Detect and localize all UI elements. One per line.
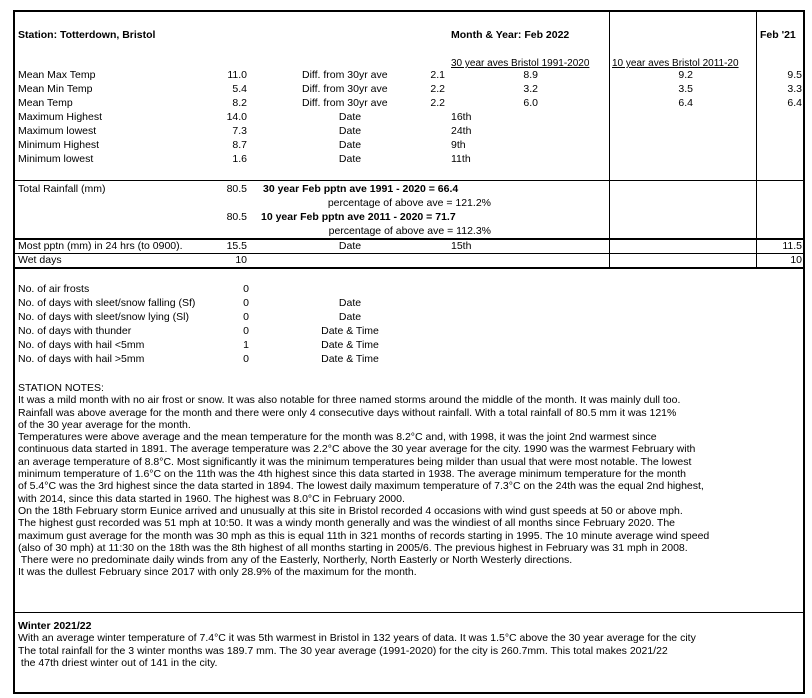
count-label: No. of days with hail <5mm [18, 339, 145, 351]
winter-notes [18, 620, 802, 669]
notes-line: On the 18th February storm Eunice arrived and unusually at this site in Bristol recorded 4 occasions with wind gust speeds at 50 or above mph. [18, 504, 683, 517]
station-title: Station: Totterdown, Bristol [18, 29, 156, 41]
count-extra: Date & Time [321, 353, 379, 365]
notes-line: Temperatures were above average and the mean temperature for the month was 8.2°C and, with 1998, it was the joint 2nd warmest since [18, 431, 657, 444]
rain-value2: 80.5 [226, 211, 247, 223]
prev-value: 3.3 [787, 83, 802, 95]
count-value: 0 [243, 283, 249, 295]
extreme-label: Maximum Highest [18, 111, 103, 123]
notes-heading: STATION NOTES: [18, 382, 104, 394]
extreme-label: Minimum Highest [18, 139, 100, 151]
count-value: 1 [243, 339, 249, 351]
winter-line: With an average winter temperature of 7.4°C it was 5th warmest in Bristol in 132 years of data. It was 1.5°C above the 30 year average for the city [18, 632, 696, 645]
extreme-date: 9th [451, 139, 466, 151]
notes-line: of the 30 year average for the month. [18, 418, 191, 431]
rain-ave10-text: 10 year Feb pptn ave 2011 - 2020 = 71.7 [261, 211, 456, 223]
prev-year-header: Feb '21 [760, 29, 796, 41]
divider-counts [15, 267, 803, 269]
rain-value: 80.5 [226, 183, 247, 195]
prev-value: 6.4 [787, 97, 802, 109]
extreme-label: Minimum lowest [18, 153, 94, 165]
rain-label: Total Rainfall (mm) [18, 183, 106, 195]
ave30-value: 8.9 [523, 69, 538, 81]
count-label: No. of days with sleet/snow falling (Sf) [18, 297, 196, 309]
extreme-value: 14.0 [226, 111, 247, 123]
notes-line: with 2014, since this data started in 1960. The highest was 8.0°C in February 2000. [18, 492, 405, 505]
pptn-value: 15.5 [226, 240, 247, 252]
notes-line: continuous data started in 1891. The average temperature was 2.2°C above the 30 year average for the city. 1990 was the warmest February with [18, 443, 696, 456]
ave30-value: 3.2 [523, 83, 538, 95]
winter-heading: Winter 2021/22 [18, 620, 92, 632]
rain-ave30-text: 30 year Feb pptn ave 1991 - 2020 = 66.4 [263, 183, 459, 195]
wet-label: Wet days [18, 254, 62, 266]
extreme-date-label: Date [338, 125, 362, 137]
diff-value: 2.2 [430, 97, 445, 109]
count-label: No. of days with thunder [18, 325, 132, 337]
extreme-value: 8.7 [232, 139, 247, 151]
col-divider-10yr [609, 12, 610, 267]
extreme-date: 24th [451, 125, 472, 137]
temp-label: Mean Max Temp [18, 69, 96, 81]
count-extra: Date & Time [321, 339, 379, 351]
notes-line: of 5.4°C was the 3rd highest since the data started in 1894. The lowest daily maximum temperature of 7.3°C on the 24th was the equal 2nd highest, [18, 480, 704, 493]
notes-line: The highest gust recorded was 51 mph at 10:50. It was a windy month generally and was the windiest of all months since February 2020. The [18, 517, 676, 530]
count-label: No. of days with hail >5mm [18, 353, 145, 365]
ave10-value: 3.5 [678, 83, 693, 95]
extreme-value: 7.3 [232, 125, 247, 137]
diff-value: 2.2 [430, 83, 445, 95]
notes-line: an average temperature of 8.8°C. Most significantly it was the minimum temperatures being milder than usual that were most notable. The lowest [18, 455, 692, 468]
count-label: No. of air frosts [18, 283, 90, 295]
extreme-date: 16th [451, 111, 472, 123]
ave30-value: 6.0 [523, 97, 538, 109]
ave10-value: 9.2 [678, 69, 693, 81]
rain-pct30: percentage of above ave = 121.2% [327, 197, 491, 209]
diff-label: Diff. from 30yr ave [302, 69, 388, 81]
notes-line: It was a mild month with no air frost or snow. It was also notable for three named storms around the middle of the month. It was mainly dull too. [18, 394, 681, 407]
pptn-prev: 11.5 [782, 240, 802, 252]
col-divider-prev [756, 12, 757, 267]
wet-prev: 10 [790, 254, 802, 266]
temp-value: 8.2 [232, 97, 247, 109]
count-value: 0 [243, 325, 249, 337]
count-value: 0 [243, 353, 249, 365]
count-extra: Date [338, 297, 362, 309]
pptn-label: Most pptn (mm) in 24 hrs (to 0900). [18, 240, 183, 252]
ave10-header: 10 year aves Bristol 2011-20 [612, 58, 739, 69]
extreme-date: 11th [451, 153, 471, 165]
diff-label: Diff. from 30yr ave [302, 97, 388, 109]
station-notes [18, 382, 802, 579]
count-value: 0 [243, 297, 249, 309]
count-extra: Date [338, 311, 362, 323]
temp-label: Mean Min Temp [18, 83, 93, 95]
ave10-value: 6.4 [678, 97, 693, 109]
extreme-date-label: Date [338, 139, 362, 151]
count-value: 0 [243, 311, 249, 323]
ave30-header: 30 year aves Bristol 1991-2020 [451, 58, 590, 69]
notes-line: (also of 30 mph) at 11:30 on the 18th was the 8th highest of all months starting in 2005/6. The previous highest in February was 31 mph in 2008. [18, 541, 688, 554]
rain-ave10 [261, 211, 456, 224]
temp-label: Mean Temp [18, 97, 73, 109]
extreme-label: Maximum lowest [18, 125, 97, 137]
notes-line: minimum temperature of 1.6°C on the 11th was the 4th highest since this data started in 1938. The average minimum temperature for the month [18, 468, 686, 481]
winter-line: the 47th driest winter out of 141 in the city. [18, 656, 218, 669]
weather-report [13, 10, 805, 694]
rain-pct10: percentage of above ave = 112.3% [328, 225, 491, 237]
divider-rain [15, 180, 803, 181]
wet-value: 10 [235, 254, 247, 266]
count-extra: Date & Time [321, 325, 379, 337]
diff-value: 2.1 [430, 69, 445, 81]
notes-line: It was the dullest February since 2017 with only 28.9% of the maximum for the month. [18, 566, 417, 579]
prev-value: 9.5 [787, 69, 802, 81]
pptn-date: 15th [451, 240, 472, 252]
divider-wet [15, 253, 803, 254]
notes-line: maximum gust average for the month was 30 mph as this is equal 11th in 321 months of records starting in 1995. The 10 minute average wind speed [18, 529, 710, 542]
extreme-value: 1.6 [232, 153, 247, 165]
rain-ave30 [263, 183, 458, 196]
extreme-date-label: Date [338, 153, 362, 165]
extreme-date-label: Date [338, 111, 362, 123]
divider-winter [15, 612, 803, 613]
pptn-date-label: Date [338, 240, 362, 252]
temp-value: 11.0 [227, 69, 247, 81]
diff-label: Diff. from 30yr ave [302, 83, 388, 95]
count-label: No. of days with sleet/snow lying (Sl) [18, 311, 189, 323]
notes-line: There were no predominate daily winds from any of the Easterly, Northerly, North Easterly or North Westerly directions. [18, 554, 573, 567]
month-year: Month & Year: Feb 2022 [451, 29, 570, 41]
notes-line: Rainfall was above average for the month and there were only 4 consecutive days without rainfall. With a total rainfall of 80.5 mm it was 121% [18, 406, 677, 419]
winter-line: The total rainfall for the 3 winter months was 189.7 mm. The 30 year average (1991-2020) for the city is 260.7mm. This total makes 2021/22 [18, 644, 668, 657]
temp-value: 5.4 [232, 83, 247, 95]
